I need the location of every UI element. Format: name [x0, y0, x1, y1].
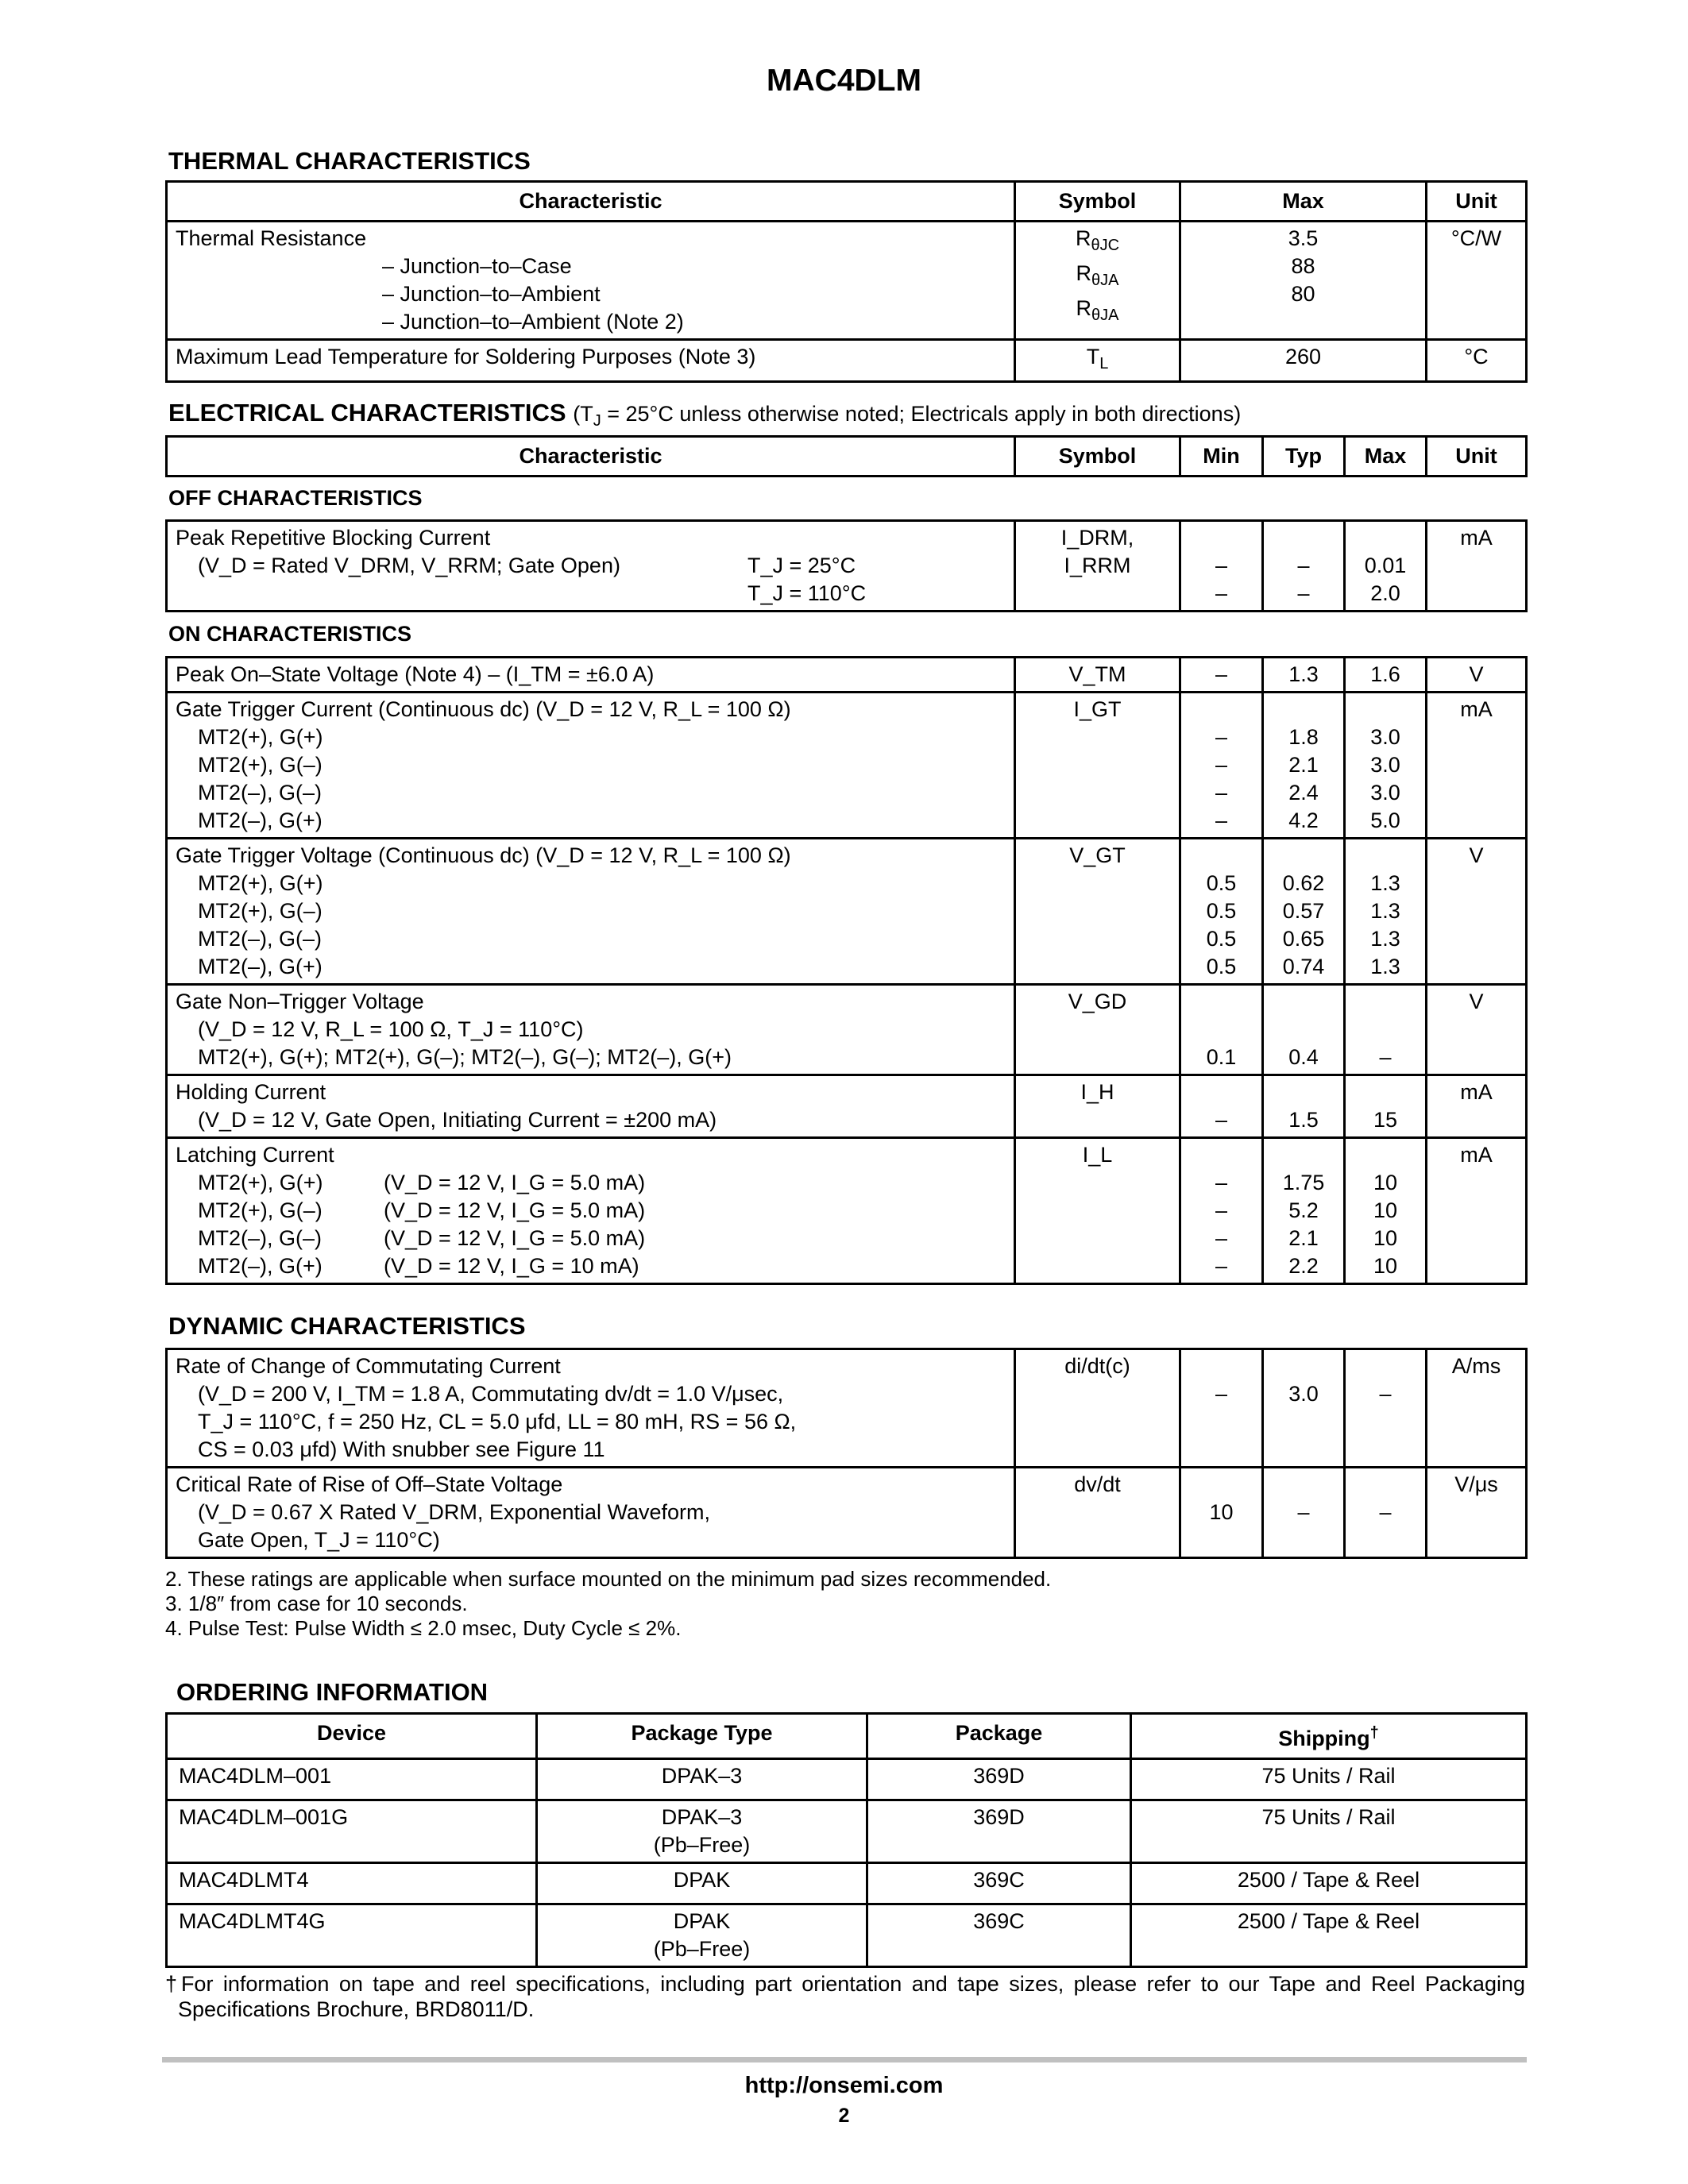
peak-block-tj2: T_J = 110°C	[747, 581, 867, 605]
ordering-footnote: †For information on tape and reel specifications, including part orientation and tape sizes, please refer to our Tape and Reel Packaging Specifications Brochure, BRD8011/D.	[165, 1972, 1525, 2021]
rja-symbol: $R_{\theta JA}$	[1076, 261, 1119, 289]
dynamic-table	[165, 1348, 1528, 1559]
table-row: MAC4DLM–001 DPAK–3 369D 75 Units / Rail	[167, 1759, 1527, 1800]
rjc-line: – Junction–to–Case	[382, 254, 572, 278]
igt-quadrant: MT2(+), G(+)	[198, 725, 323, 749]
vgt-label: Gate Trigger Voltage (Continuous dc) (V_D = 12 V, R_L = 100 Ω)	[176, 843, 791, 867]
peak-on-unit: V	[1427, 658, 1527, 693]
ih-symbol: I_H	[1015, 1075, 1180, 1138]
rja-note-symbol: $R_{\theta JA}$	[1076, 296, 1119, 324]
igt-symbol: I_GT	[1015, 693, 1180, 839]
electrical-heading: ELECTRICAL CHARACTERISTICS ($T_J = 25^\circ C$ unless otherwise noted; Electricals apply in both directions)	[168, 399, 1242, 430]
rja-max: 88	[1291, 254, 1315, 278]
vgt-quadrant: MT2(+), G(+)	[198, 871, 323, 895]
rjc-symbol: $R_{\theta JC}$	[1075, 226, 1120, 254]
col-header-package: Package	[867, 1714, 1131, 1759]
col-header-max: Max	[1180, 182, 1427, 222]
peak-block-max-2: 2.0	[1370, 581, 1400, 605]
table-row: Critical Rate of Rise of Off–State Voltage (V_D = 0.67 X Rated V_DRM, Exponential Waveform, Gate Open, T_J = 110°C) dv/dt 10 – – V/μs	[167, 1468, 1527, 1558]
page-number: 2	[838, 2105, 850, 2127]
vgd-label: Gate Non–Trigger Voltage	[176, 990, 424, 1013]
peak-on-max: 1.6	[1345, 658, 1427, 693]
thermal-resistance-label: Thermal Resistance	[176, 226, 367, 250]
peak-on-symbol: V_TM	[1015, 658, 1180, 693]
table-row: Gate Non–Trigger Voltage (V_D = 12 V, R_L = 100 Ω, T_J = 110°C) MT2(+), G(+); MT2(+), G(–); MT2(–), G(–); MT2(–), G(+) V_GD 0.1 0.4 – V	[167, 985, 1527, 1075]
col-header-shipping: Shipping†	[1131, 1714, 1527, 1759]
rja-note-line: – Junction–to–Ambient (Note 2)	[382, 310, 684, 334]
table-row: Gate Trigger Current (Continuous dc) (V_D = 12 V, R_L = 100 Ω) MT2(+), G(+) MT2(+), G(–) MT2(–), G(–) MT2(–), G(+) I_GT – – – – 1.8 2.1 2.4 4.2 3.0 3.0 3.0 5.0 mA	[167, 693, 1527, 839]
col-header-unit: Unit	[1427, 437, 1527, 477]
peak-block-tj1: T_J = 25°C	[747, 554, 856, 577]
peak-block-min-1: –	[1215, 554, 1228, 577]
on-characteristics-heading: ON CHARACTERISTICS	[168, 622, 412, 646]
rja-line: – Junction–to–Ambient	[382, 282, 601, 306]
footer-link[interactable]: http://onsemi.com	[744, 2073, 944, 2098]
ih-label: Holding Current	[176, 1080, 326, 1104]
col-header-typ: Typ	[1263, 437, 1345, 477]
thermal-unit: °C/W	[1450, 226, 1502, 250]
lead-temp-label: Maximum Lead Temperature for Soldering Purposes (Note 3)	[167, 340, 1015, 382]
thermal-heading: THERMAL CHARACTERISTICS	[168, 147, 531, 175]
col-header-min: Min	[1180, 437, 1263, 477]
table-row: Rate of Change of Commutating Current (V_D = 200 V, I_TM = 1.8 A, Commutating dv/dt = 1.0 V/μsec, T_J = 110°C, f = 250 Hz, CL = 5.0 μfd, LL = 80 mH, RS = 56 Ω, CS = 0.03 μfd) With snubber see Figure 11 di/dt(c) – 3.0 – A/ms	[167, 1349, 1527, 1468]
col-header-characteristic: Characteristic	[167, 182, 1015, 222]
ih-unit: mA	[1427, 1075, 1527, 1138]
table-row: Latching Current MT2(+), G(+) (V_D = 12 V, I_G = 5.0 mA) MT2(+), G(–) (V_D = 12 V, I_G = 5.0 mA) MT2(–), G(–) (V_D = 12 V, I_G = 5.0 mA) MT2(–), G(+) (V_D = 12 V, I_G = 10 mA) I_L – – – – 1.75 5.2 2.1 2.2 10 10 10 10 mA	[167, 1138, 1527, 1284]
ih-cond: (V_D = 12 V, Gate Open, Initiating Current = ±200 mA)	[198, 1108, 717, 1132]
dvdt-cond: (V_D = 0.67 X Rated V_DRM, Exponential Waveform,	[198, 1500, 711, 1524]
peak-block-min-2: –	[1215, 581, 1228, 605]
dvdt-label: Critical Rate of Rise of Off–State Voltage	[176, 1472, 563, 1496]
ordering-heading: ORDERING INFORMATION	[176, 1678, 489, 1706]
igt-unit: mA	[1427, 693, 1527, 839]
lead-temp-max: 260	[1180, 340, 1427, 382]
dynamic-characteristics-heading: DYNAMIC CHARACTERISTICS	[168, 1312, 526, 1340]
dvdt-symbol: dv/dt	[1015, 1468, 1180, 1558]
table-row	[167, 658, 1527, 693]
note-3: 3. 1/8″ from case for 10 seconds.	[165, 1592, 468, 1615]
peak-block-typ-2: –	[1297, 581, 1310, 605]
vgd-cond: (V_D = 12 V, R_L = 100 Ω, T_J = 110°C)	[198, 1017, 584, 1041]
off-characteristics-heading: OFF CHARACTERISTICS	[168, 486, 423, 510]
thermal-table	[165, 180, 1528, 383]
didt-cond: (V_D = 200 V, I_TM = 1.8 A, Commutating dv/dt = 1.0 V/μsec,	[198, 1382, 784, 1406]
peak-block-cond: (V_D = Rated V_DRM, V_RRM; Gate Open)	[198, 554, 620, 577]
peak-on-label: Peak On–State Voltage (Note 4) – (I_TM = ±6.0 A)	[167, 658, 1015, 693]
page-title: MAC4DLM	[767, 64, 921, 98]
vgd-quads: MT2(+), G(+); MT2(+), G(–); MT2(–), G(–); MT2(–), G(+)	[198, 1045, 732, 1069]
table-row	[167, 340, 1527, 382]
vgt-quadrant: MT2(–), G(+)	[198, 955, 323, 978]
col-header-symbol: Symbol	[1015, 182, 1180, 222]
lead-temp-unit: °C	[1427, 340, 1527, 382]
col-header-unit: Unit	[1427, 182, 1527, 222]
notes	[165, 1567, 1051, 1641]
didt-cond: CS = 0.03 μfd) With snubber see Figure 11	[198, 1437, 605, 1461]
peak-block-typ-1: –	[1297, 554, 1310, 577]
col-header-symbol: Symbol	[1015, 437, 1180, 477]
vgt-quadrant: MT2(–), G(–)	[198, 927, 323, 951]
il-label: Latching Current	[176, 1143, 334, 1167]
didt-label: Rate of Change of Commutating Current	[176, 1354, 561, 1378]
vgd-symbol: V_GD	[1015, 985, 1180, 1075]
peak-block-label: Peak Repetitive Blocking Current	[176, 526, 491, 550]
footer-divider	[162, 2057, 1527, 2062]
vgd-unit: V	[1427, 985, 1527, 1075]
col-header-characteristic: Characteristic	[167, 437, 1015, 477]
rja-note-max: 80	[1291, 282, 1315, 306]
peak-block-max-1: 0.01	[1364, 554, 1407, 577]
table-row: Holding Current (V_D = 12 V, Gate Open, Initiating Current = ±200 mA) I_H – 1.5 15 mA	[167, 1075, 1527, 1138]
lead-temp-symbol: $T_L$	[1015, 340, 1180, 382]
vgt-symbol: V_GT	[1015, 839, 1180, 985]
il-symbol: I_L	[1015, 1138, 1180, 1284]
peak-block-unit: mA	[1460, 526, 1493, 550]
vgt-unit: V	[1427, 839, 1527, 985]
vgt-quadrant: MT2(+), G(–)	[198, 899, 323, 923]
peak-on-min: –	[1180, 658, 1263, 693]
igt-label: Gate Trigger Current (Continuous dc) (V_D = 12 V, R_L = 100 Ω)	[176, 697, 791, 721]
didt-unit: A/ms	[1427, 1349, 1527, 1468]
dvdt-unit: V/μs	[1427, 1468, 1527, 1558]
peak-block-symbol-1: I_DRM,	[1060, 526, 1134, 550]
peak-on-typ: 1.3	[1263, 658, 1345, 693]
note-2: 2. These ratings are applicable when surface mounted on the minimum pad sizes recommended.	[165, 1567, 1052, 1591]
col-header-max: Max	[1345, 437, 1427, 477]
table-row: MAC4DLMT4G DPAK (Pb–Free) 369C 2500 / Tape & Reel	[167, 1904, 1527, 1967]
table-row: MAC4DLMT4 DPAK 369C 2500 / Tape & Reel	[167, 1863, 1527, 1904]
on-table	[165, 656, 1528, 1285]
il-unit: mA	[1427, 1138, 1527, 1284]
didt-symbol: di/dt(c)	[1015, 1349, 1180, 1468]
didt-cond: T_J = 110°C, f = 250 Hz, CL = 5.0 μfd, LL = 80 mH, RS = 56 Ω,	[198, 1410, 797, 1433]
peak-block-symbol-2: I_RRM	[1064, 554, 1131, 577]
table-row: Gate Trigger Voltage (Continuous dc) (V_D = 12 V, R_L = 100 Ω) MT2(+), G(+) MT2(+), G(–) MT2(–), G(–) MT2(–), G(+) V_GT 0.5 0.5 0.5 0.5 0.62 0.57 0.65 0.74 1.3 1.3 1.3 1.3 V	[167, 839, 1527, 985]
table-row	[167, 521, 1527, 612]
table-row	[167, 222, 1527, 340]
igt-quadrant: MT2(+), G(–)	[198, 753, 323, 777]
rjc-max: 3.5	[1288, 226, 1319, 250]
ordering-table	[165, 1712, 1528, 1968]
table-row: MAC4DLM–001G DPAK–3 (Pb–Free) 369D 75 Units / Rail	[167, 1800, 1527, 1863]
col-header-device: Device	[167, 1714, 537, 1759]
note-4: 4. Pulse Test: Pulse Width ≤ 2.0 msec, Duty Cycle ≤ 2%.	[165, 1616, 682, 1640]
igt-quadrant: MT2(–), G(–)	[198, 781, 323, 805]
col-header-package-type: Package Type	[537, 1714, 867, 1759]
igt-quadrant: MT2(–), G(+)	[198, 808, 323, 832]
off-table	[165, 519, 1528, 612]
dvdt-cond: Gate Open, T_J = 110°C)	[198, 1528, 440, 1552]
electrical-header-table	[165, 435, 1528, 477]
